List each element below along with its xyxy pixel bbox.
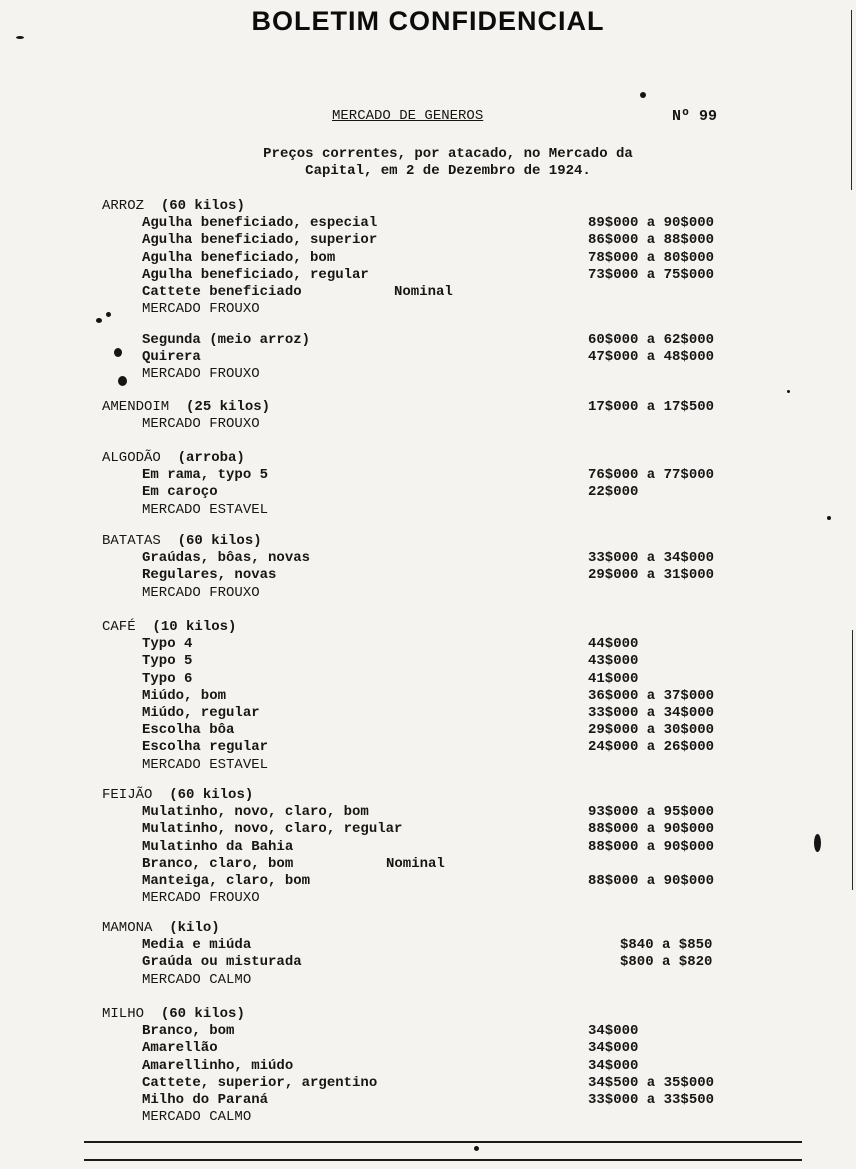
item-label: Em rama, typo 5 — [142, 467, 269, 484]
item-label: Mulatinho, novo, claro, bom — [142, 804, 369, 821]
section-heading — [102, 450, 762, 467]
product-name: ARROZ — [102, 198, 145, 214]
product-unit: (60 kilos) — [160, 198, 245, 214]
item-label: Regulares, novas — [142, 567, 277, 584]
item-label: Agulha beneficiado, superior — [142, 232, 378, 249]
item-label: Mulatinho, novo, claro, regular — [142, 821, 403, 838]
item-label: Amarellinho, miúdo — [142, 1057, 294, 1074]
item-label: Milho do Paraná — [142, 1091, 269, 1108]
section-amendoim — [102, 399, 762, 433]
list-item — [102, 215, 762, 232]
product-name: BATATAS — [102, 533, 161, 549]
market-status: MERCADO FROUXO — [142, 416, 260, 433]
product-name: CAFÉ — [102, 619, 136, 635]
item-label: Cattete, superior, argentino — [142, 1074, 378, 1091]
section-heading — [102, 1006, 762, 1023]
product-unit: (kilo) — [169, 920, 220, 936]
item-price: 88$000 a 90$000 — [588, 838, 715, 855]
product-unit: (60 kilos) — [169, 787, 254, 803]
ink-speck — [106, 312, 111, 317]
list-item — [102, 839, 762, 856]
item-price: 88$000 a 90$000 — [588, 872, 715, 889]
section-arroz — [102, 198, 762, 318]
section-algodao — [102, 450, 762, 519]
list-item — [102, 349, 762, 366]
list-item — [102, 467, 762, 484]
item-price: 88$000 a 90$000 — [588, 821, 715, 838]
section-milho — [102, 1006, 762, 1126]
item-label: Typo 5 — [142, 653, 193, 670]
item-label: Miúdo, bom — [142, 687, 227, 704]
item-label: Quirera — [142, 349, 201, 366]
item-price: 44$000 — [588, 636, 639, 653]
list-item — [102, 671, 762, 688]
list-item — [102, 1058, 762, 1075]
item-price: 60$000 a 62$000 — [588, 332, 715, 348]
market-status: MERCADO CALMO — [142, 1109, 252, 1126]
item-price: 34$000 — [588, 1040, 639, 1057]
item-label: Manteiga, claro, bom — [142, 872, 311, 889]
item-price: $800 a $820 — [620, 954, 713, 971]
product-unit: (arroba) — [177, 450, 245, 466]
ink-speck — [787, 390, 790, 393]
list-item — [102, 1075, 762, 1092]
list-item — [102, 1092, 762, 1109]
item-price: 86$000 a 88$000 — [588, 232, 715, 249]
product-unit: (10 kilos) — [152, 619, 237, 635]
item-label: Miúdo, regular — [142, 704, 260, 721]
product-name: FEIJÃO — [102, 787, 153, 803]
item-label: Escolha bôa — [142, 722, 235, 739]
list-item — [102, 821, 762, 838]
ink-speck — [474, 1146, 479, 1151]
item-note: Nominal — [386, 855, 445, 872]
list-item — [102, 937, 762, 954]
product-unit: (60 kilos) — [177, 533, 262, 549]
item-label: Media e miúda — [142, 937, 252, 954]
item-price: 93$000 a 95$000 — [588, 804, 715, 821]
list-item — [102, 267, 762, 284]
item-label: Mulatinho da Bahia — [142, 838, 294, 855]
market-status: MERCADO FROUXO — [142, 890, 260, 907]
list-item — [102, 722, 762, 739]
list-item — [102, 1040, 762, 1057]
item-label: Amarellão — [142, 1040, 218, 1057]
ink-speck — [96, 318, 102, 323]
section-heading — [102, 920, 762, 937]
section-mamona — [102, 920, 762, 989]
divider-rule — [84, 1141, 802, 1143]
item-price: 76$000 a 77$000 — [588, 467, 715, 484]
market-status: MERCADO ESTAVEL — [142, 501, 269, 518]
list-item — [102, 284, 762, 301]
item-price: $840 a $850 — [620, 937, 713, 954]
ink-speck — [814, 834, 821, 852]
market-status: MERCADO FROUXO — [142, 584, 260, 601]
product-name: ALGODÃO — [102, 450, 161, 466]
section-heading — [102, 533, 762, 550]
item-label: Typo 6 — [142, 670, 193, 687]
item-price: 24$000 a 26$000 — [588, 739, 715, 756]
market-status: MERCADO FROUXO — [142, 366, 260, 383]
item-label: Graúda ou misturada — [142, 954, 302, 971]
item-price: 17$000 a 17$500 — [588, 399, 715, 415]
item-note: Nominal — [394, 283, 453, 300]
ink-speck — [827, 516, 831, 520]
intro-line-2: Capital, em 2 de Dezembro de 1924. — [305, 163, 591, 179]
product-name: AMENDOIM — [102, 399, 170, 415]
item-price: 34$000 — [588, 1023, 639, 1040]
intro-text — [0, 146, 856, 180]
item-price: 33$000 a 33$500 — [588, 1091, 715, 1108]
list-item — [102, 636, 762, 653]
item-label: Cattete beneficiado — [142, 283, 302, 300]
item-price: 33$000 a 34$000 — [588, 550, 715, 567]
product-unit: (60 kilos) — [160, 1006, 245, 1022]
list-item — [102, 1023, 762, 1040]
product-name: MAMONA — [102, 920, 153, 936]
divider-rule — [84, 1159, 802, 1161]
list-item — [102, 739, 762, 756]
item-price: 22$000 — [588, 484, 639, 501]
market-status: MERCADO FROUXO — [142, 301, 260, 318]
list-item — [102, 250, 762, 267]
item-price: 78$000 a 80$000 — [588, 249, 715, 266]
item-label: Agulha beneficiado, especial — [142, 215, 378, 232]
ink-speck — [118, 376, 127, 386]
item-price: 43$000 — [588, 653, 639, 670]
item-price: 29$000 a 30$000 — [588, 722, 715, 739]
section-batatas — [102, 533, 762, 602]
section-heading — [102, 399, 762, 416]
list-item — [102, 804, 762, 821]
section-arroz-secondary — [102, 332, 762, 384]
issue-number: Nº 99 — [672, 108, 718, 125]
product-name: MILHO — [102, 1006, 145, 1022]
scan-edge-line — [851, 10, 852, 190]
product-unit: (25 kilos) — [186, 399, 271, 415]
list-item — [102, 688, 762, 705]
bulletin-title: BOLETIM CONFIDENCIAL — [251, 6, 605, 36]
item-price: 36$000 a 37$000 — [588, 687, 715, 704]
item-label: Agulha beneficiado, regular — [142, 266, 369, 283]
item-price: 89$000 a 90$000 — [588, 215, 715, 232]
section-heading — [102, 619, 762, 636]
ink-speck — [114, 348, 122, 357]
item-price: 33$000 a 34$000 — [588, 704, 715, 721]
market-subtitle: MERCADO DE GENEROS — [332, 108, 484, 124]
scan-edge-line — [852, 630, 853, 890]
section-heading — [102, 787, 762, 804]
section-heading — [102, 198, 762, 215]
item-price: 34$500 a 35$000 — [588, 1074, 715, 1091]
item-label: Em caroço — [142, 484, 218, 501]
item-price: 34$000 — [588, 1057, 639, 1074]
market-status: MERCADO CALMO — [142, 971, 252, 988]
list-item — [102, 856, 762, 873]
item-label: Branco, bom — [142, 1023, 235, 1040]
item-price: 41$000 — [588, 670, 639, 687]
item-label: Escolha regular — [142, 739, 269, 756]
list-item — [102, 873, 762, 890]
list-item — [102, 550, 762, 567]
item-label: Agulha beneficiado, bom — [142, 249, 336, 266]
item-price: 73$000 a 75$000 — [588, 266, 715, 283]
list-item — [102, 484, 762, 501]
item-price: 47$000 a 48$000 — [588, 349, 715, 366]
item-label: Branco, claro, bom — [142, 855, 294, 872]
ink-speck — [640, 92, 646, 98]
list-item — [102, 653, 762, 670]
list-item — [102, 567, 762, 584]
section-feijao — [102, 787, 762, 907]
item-label: Typo 4 — [142, 636, 193, 653]
list-item — [102, 332, 762, 349]
list-item — [102, 232, 762, 249]
intro-line-1: Preços correntes, por atacado, no Mercado da — [263, 146, 633, 162]
item-label: Graúdas, bôas, novas — [142, 550, 311, 567]
market-status: MERCADO ESTAVEL — [142, 756, 269, 773]
section-cafe — [102, 619, 762, 774]
ink-speck — [16, 36, 24, 39]
list-item — [102, 954, 762, 971]
list-item — [102, 705, 762, 722]
item-label: Segunda (meio arroz) — [142, 332, 311, 348]
item-price: 29$000 a 31$000 — [588, 567, 715, 584]
